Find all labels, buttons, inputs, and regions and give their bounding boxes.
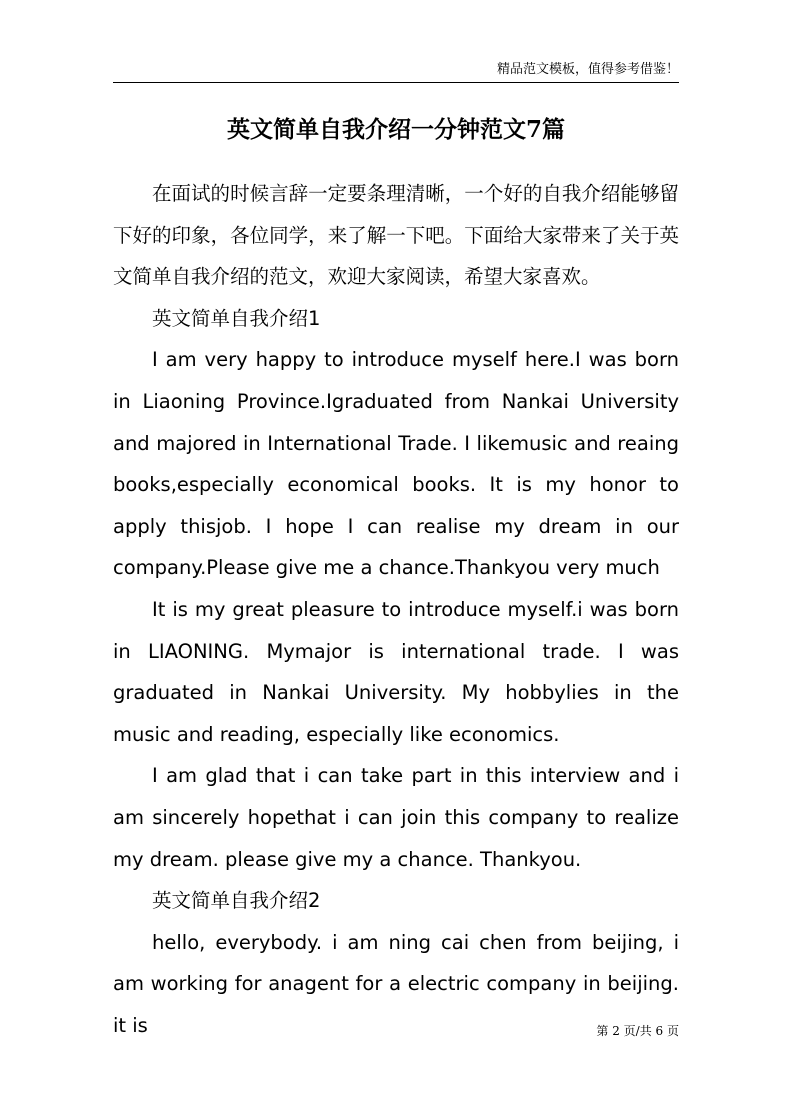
body-paragraph: I am very happy to introduce myself here.I was born in Liaoning Province.Igraduated from Nankai University and majored in International Trade. I likemusic and reaing books,especially economical books. It is my honor to apply thisjob. I hope I can realise my dream in our company.Please give me a chance.Thankyou very much — [113, 348, 679, 580]
section-heading: 英文简单自我介绍1 — [152, 306, 321, 330]
document-title: 英文简单自我介绍一分钟范文7篇 — [226, 116, 565, 143]
body-paragraph: I am glad that i can take part in this interview and i am sincerely hopethat i can join this company to realize my dream. please give my a chance. Thankyou. — [113, 764, 679, 871]
page-footer — [113, 1022, 679, 1040]
header-text: 精品范文模板，值得参考借鉴！ — [496, 62, 679, 77]
document-body — [113, 173, 679, 1046]
section-heading: 英文简单自我介绍2 — [152, 889, 321, 913]
page-number: 第 2 页/共 6 页 — [596, 1024, 679, 1038]
intro-paragraph: 在面试的时候言辞一定要条理清晰，一个好的自我介绍能够留下好的印象，各位同学，来了解一下吧。下面给大家带来了关于英文简单自我介绍的范文，欢迎大家阅读，希望大家喜欢。 — [113, 182, 679, 289]
body-paragraph: hello, everybody. i am ning cai chen from beijing, i am working for anagent for a electric company in beijing. it is — [113, 930, 679, 1037]
page-header — [113, 60, 679, 83]
body-paragraph: It is my great pleasure to introduce myself.i was born in LIAONING. Mymajor is international trade. I was graduated in Nankai University. My hobbylies in the music and reading, especially like economics. — [113, 597, 679, 746]
